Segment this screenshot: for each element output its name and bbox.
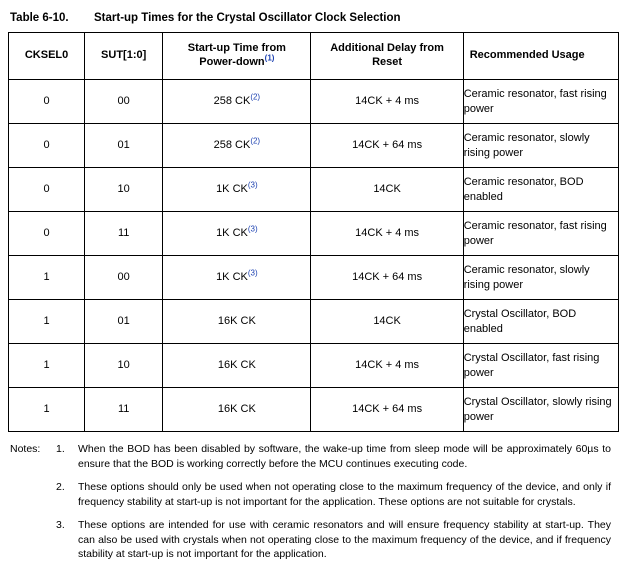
notes-section <box>8 442 621 562</box>
cell-startup-time <box>163 388 311 432</box>
cell-startup-time-value: 16K CK <box>217 359 256 372</box>
notes-list <box>8 442 621 562</box>
table-row <box>9 344 619 388</box>
table-header-row <box>9 33 619 80</box>
cell-startup-time <box>163 300 311 344</box>
cell-additional-delay: 14CK + 64 ms <box>311 256 463 300</box>
table-row <box>9 300 619 344</box>
cell-additional-delay: 14CK <box>311 168 463 212</box>
cell-startup-time <box>163 212 311 256</box>
cell-startup-time <box>163 168 311 212</box>
cell-startup-time-value: 1K CK <box>216 271 248 284</box>
cell-recommended-usage: Ceramic resonator, fast rising power <box>463 212 618 256</box>
note-item <box>8 442 621 472</box>
column-header-sut: SUT[1:0] <box>85 33 163 80</box>
column-header-recommended-usage: Recommended Usage <box>463 33 618 80</box>
footnote-marker: (3) <box>247 180 258 190</box>
cell-cksel0: 0 <box>9 168 85 212</box>
cell-additional-delay: 14CK + 64 ms <box>311 388 463 432</box>
cell-sut: 00 <box>85 256 163 300</box>
cell-recommended-usage: Ceramic resonator, slowly rising power <box>463 256 618 300</box>
cell-recommended-usage: Crystal Oscillator, fast rising power <box>463 344 618 388</box>
cell-sut: 01 <box>85 300 163 344</box>
cell-sut: 10 <box>85 168 163 212</box>
startup-times-table <box>8 32 619 432</box>
table-caption-title: Start-up Times for the Crystal Oscillator Clock Selection <box>94 12 401 24</box>
cell-cksel0: 1 <box>9 300 85 344</box>
note-text: These options should only be used when not operating close to the maximum frequency of the device, and only if frequency stability at start-up is not important for the application. These options are not suitable for crystals. <box>78 480 611 508</box>
table-row <box>9 168 619 212</box>
footnote-marker: (2) <box>250 92 261 102</box>
table-row <box>9 388 619 432</box>
cell-startup-time-value: 258 CK <box>213 95 251 108</box>
cell-startup-time-value: 16K CK <box>217 315 256 328</box>
cell-cksel0: 0 <box>9 124 85 168</box>
note-text: These options are intended for use with ceramic resonators and will ensure frequency stability at start-up. They can also be used with crystals when not operating close to the maximum frequency of the device, and if frequency stability at start-up is not important for the application. <box>78 518 611 561</box>
table-row <box>9 212 619 256</box>
note-item <box>8 480 621 510</box>
footnote-marker: (3) <box>247 224 258 234</box>
note-number: 3. <box>56 518 65 531</box>
cell-sut: 00 <box>85 80 163 124</box>
cell-sut: 11 <box>85 388 163 432</box>
cell-startup-time-value: 258 CK <box>213 139 251 152</box>
column-header-additional-delay: Additional Delay from Reset <box>311 33 463 80</box>
cell-additional-delay: 14CK + 4 ms <box>311 344 463 388</box>
cell-sut: 10 <box>85 344 163 388</box>
table-row <box>9 124 619 168</box>
footnote-marker-1: (1) <box>264 53 275 63</box>
table-row <box>9 80 619 124</box>
cell-additional-delay: 14CK + 64 ms <box>311 124 463 168</box>
column-header-startup-time <box>163 33 311 80</box>
cell-additional-delay: 14CK + 4 ms <box>311 212 463 256</box>
cell-cksel0: 0 <box>9 212 85 256</box>
note-text: When the BOD has been disabled by software, the wake-up time from sleep mode will be approximately 60µs to ensure that the BOD is working correctly before the MCU continues executing code. <box>78 443 611 470</box>
cell-startup-time <box>163 124 311 168</box>
cell-recommended-usage: Crystal Oscillator, BOD enabled <box>463 300 618 344</box>
table-caption <box>10 12 621 24</box>
cell-startup-time-value: 1K CK <box>216 227 248 240</box>
cell-recommended-usage: Ceramic resonator, fast rising power <box>463 80 618 124</box>
cell-startup-time <box>163 344 311 388</box>
cell-cksel0: 1 <box>9 344 85 388</box>
footnote-marker: (3) <box>247 268 258 278</box>
cell-recommended-usage: Crystal Oscillator, slowly rising power <box>463 388 618 432</box>
table-body <box>9 80 619 432</box>
cell-startup-time-value: 16K CK <box>217 403 256 416</box>
cell-sut: 01 <box>85 124 163 168</box>
cell-startup-time-value: 1K CK <box>216 183 248 196</box>
table-row <box>9 256 619 300</box>
cell-recommended-usage: Ceramic resonator, slowly rising power <box>463 124 618 168</box>
note-item <box>8 518 621 562</box>
cell-additional-delay: 14CK <box>311 300 463 344</box>
cell-cksel0: 1 <box>9 256 85 300</box>
note-number: 2. <box>56 480 65 493</box>
column-header-cksel0: CKSEL0 <box>9 33 85 80</box>
note-number: 1. <box>56 443 65 455</box>
table-caption-number: Table 6-10. <box>10 12 69 24</box>
cell-cksel0: 1 <box>9 388 85 432</box>
column-header-startup-time-label: Start-up Time from Power-down <box>187 42 286 68</box>
footnote-marker: (2) <box>250 136 261 146</box>
cell-startup-time <box>163 80 311 124</box>
cell-cksel0: 0 <box>9 80 85 124</box>
cell-startup-time <box>163 256 311 300</box>
notes-label: Notes: <box>10 443 41 455</box>
cell-sut: 11 <box>85 212 163 256</box>
cell-recommended-usage: Ceramic resonator, BOD enabled <box>463 168 618 212</box>
cell-additional-delay: 14CK + 4 ms <box>311 80 463 124</box>
